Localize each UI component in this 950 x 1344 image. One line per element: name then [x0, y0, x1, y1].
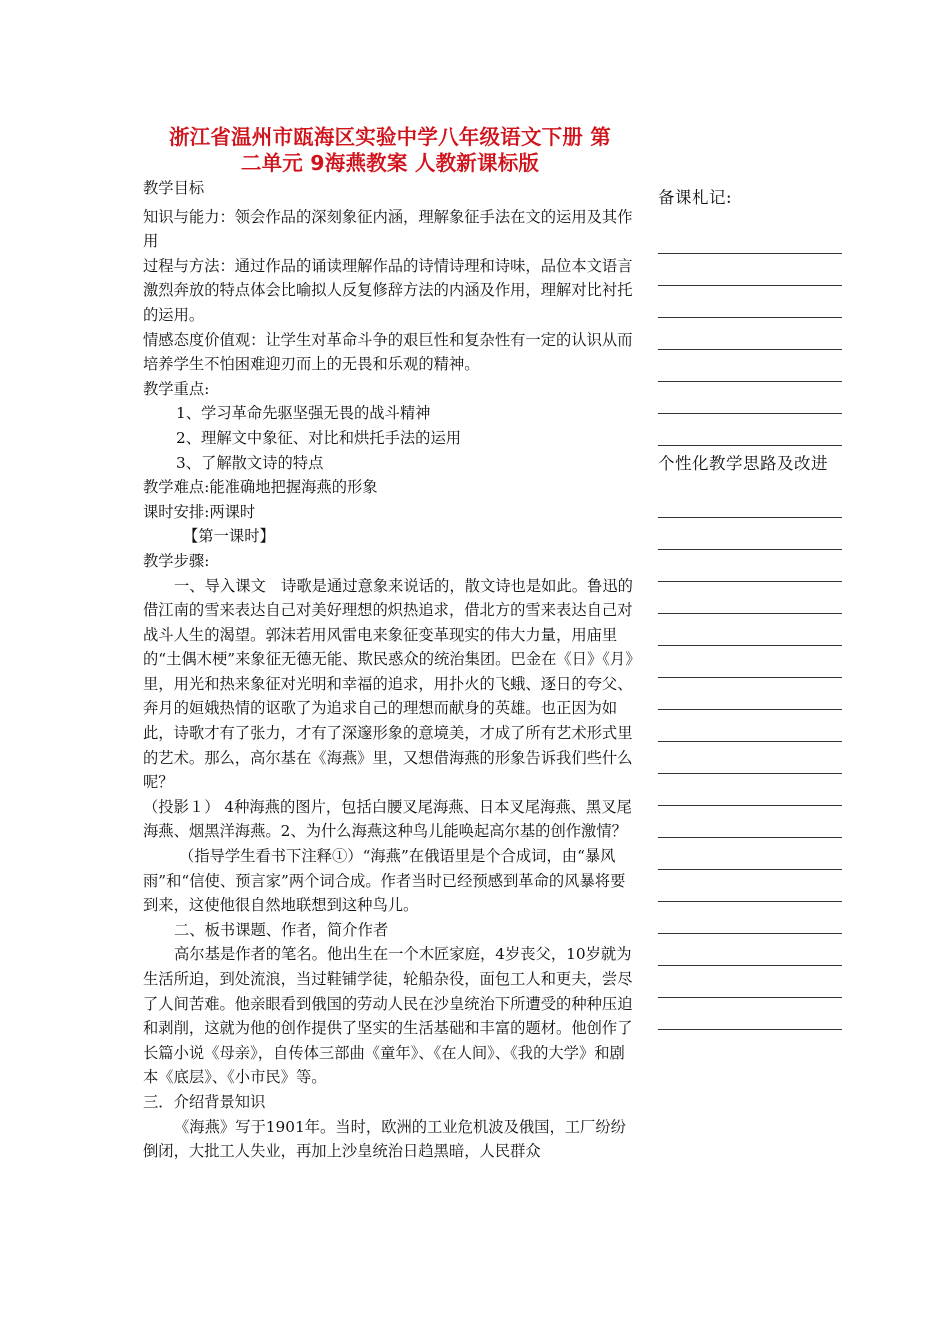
notes-line: [658, 318, 842, 350]
notes-line: [658, 222, 842, 254]
notes-line: [658, 382, 842, 414]
section-3-heading: 三．介绍背景知识: [143, 1092, 266, 1111]
title-line-2: 二单元 9海燕教案 人教新课标版: [240, 151, 540, 175]
projection-paragraph: （投影１） 4种海燕的图片，包括白腰叉尾海燕、日本叉尾海燕、黑叉尾海燕、烟黑洋海燕。2、为什么海燕这种鸟儿能唤起高尔基的创作激情？: [143, 797, 632, 841]
improve-line: [658, 486, 842, 518]
improve-line: [658, 518, 842, 550]
author-paragraph: 高尔基是作者的笔名。他出生在一个木匠家庭，4岁丧父，10岁就为生活所迫，到处流浪，当过鞋铺学徒，轮船杂役，面包工人和更夫，尝尽了人间苦难。他亲眼看到俄国的劳动人民在沙皇统治下所遭受的种种压迫和剥削，这就为他的创作提供了坚实的生活基础和丰富的题材。他创作了长篇小说《母亲》，自传体三部曲《童年》、《在人间》、《我的大学》和剧本《底层》、《小市民》等。: [143, 945, 633, 1087]
focus-item-3: 3、了解散文诗的特点: [176, 453, 324, 472]
improve-line: [658, 646, 842, 678]
improve-line: [658, 902, 842, 934]
improve-line: [658, 838, 842, 870]
notes-line: [658, 254, 842, 286]
improve-line: [658, 998, 842, 1030]
title-line-1: 浙江省温州市瓯海区实验中学八年级语文下册 第: [168, 125, 612, 149]
emotion-objective: 情感态度价值观：让学生对革命斗争的艰巨性和复杂性有一定的认识从而培养学生不怕困难迎刃而上的无畏和乐观的精神。: [143, 330, 633, 374]
intro-paragraph: 一、导入课文 诗歌是通过意象来说话的，散文诗也是如此。鲁迅的借江南的雪来表达自己对美好理想的炽热追求，借北方的雪来表达自己对战斗人生的渴望。郭沫若用风雷电来象征变革现实的伟大力量，用庙里的“土偶木梗”来象征无德无能、欺民惑众的统治集团。巴金在《日》《月》里，用光和热来象征对光明和幸福的追求，用扑火的飞蛾、逐日的夸父、奔月的姮娥热情的讴歌了为追求自己的理想而献身的英雄。也正因为如此，诗歌才有了张力，才有了深邃形象的意境美，才成了所有艺术形式里的艺术。那么，高尔基在《海燕》里，又想借海燕的形象告诉我们些什么呢？: [143, 576, 633, 792]
improve-line: [658, 774, 842, 806]
notes-heading: 备课札记:: [658, 188, 733, 207]
main-content: [143, 176, 639, 1164]
improve-line: [658, 742, 842, 774]
improve-line: [658, 550, 842, 582]
focus-item-2: 2、理解文中象征、对比和烘托手法的运用: [176, 428, 462, 447]
improve-line: [658, 870, 842, 902]
lesson-label: 【第一课时】: [183, 527, 275, 546]
focus-heading: 教学重点:: [143, 379, 210, 398]
schedule-line: 课时安排:两课时: [143, 502, 256, 521]
difficulty-line: 教学难点:能准确地把握海燕的形象: [143, 478, 378, 497]
notes-line: [658, 414, 842, 446]
improve-line: [658, 710, 842, 742]
guide-paragraph: （指导学生看书下注释①）“海燕”在俄语里是个合成词，由“暴风雨”和“信使、预言家”两个词合成。作者当时已经预感到革命的风暴将要到来，这使他很自然地联想到这种鸟儿。: [143, 847, 626, 915]
background-paragraph: 《海燕》写于1901年。当时，欧洲的工业危机波及俄国，工厂纷纷倒闭，大批工人失业，再加上沙皇统治日趋黑暗，人民群众: [143, 1117, 626, 1161]
improve-heading: 个性化教学思路及改进: [658, 454, 828, 473]
process-objective: 过程与方法：通过作品的诵读理解作品的诗情诗理和诗味，品位本文语言激烈奔放的特点体会比喻拟人反复修辞方法的内涵及作用，理解对比衬托的运用。: [143, 256, 633, 324]
notes-line: [658, 350, 842, 382]
improve-line: [658, 806, 842, 838]
objectives-heading: 教学目标: [143, 179, 205, 197]
improve-line: [658, 678, 842, 710]
improve-line: [658, 934, 842, 966]
focus-list: [143, 401, 639, 475]
improve-line: [658, 614, 842, 646]
improve-line: [658, 966, 842, 998]
improve-line: [658, 582, 842, 614]
document-title: [140, 124, 640, 176]
section-2-heading: 二、板书课题、作者，简介作者: [174, 920, 389, 939]
steps-heading: 教学步骤:: [143, 551, 210, 570]
notes-line: [658, 286, 842, 318]
focus-item-1: 1、学习革命先驱坚强无畏的战斗精神: [176, 404, 431, 423]
knowledge-objective: 知识与能力：领会作品的深刻象征内涵，理解象征手法在文的运用及其作用: [143, 207, 633, 251]
sidebar: [658, 186, 848, 1030]
